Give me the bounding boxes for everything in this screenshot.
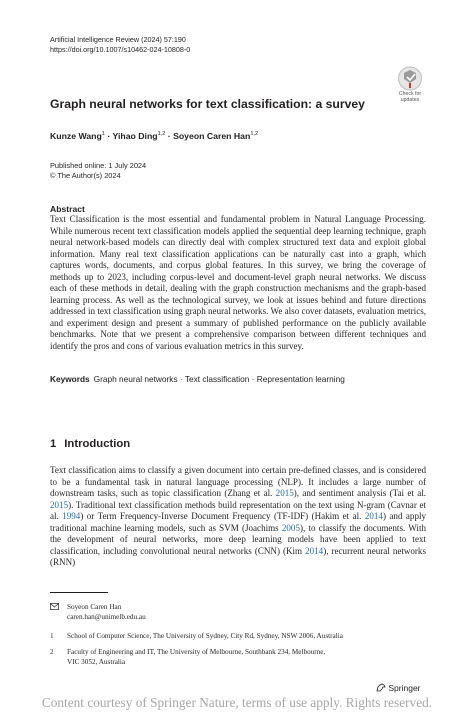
author-separator: · <box>104 131 113 141</box>
citation-link[interactable]: 2005 <box>281 522 300 533</box>
badge-label-2: updates <box>400 97 420 103</box>
copyright: © The Author(s) 2024 <box>50 171 121 180</box>
citation-link[interactable]: 2014 <box>364 511 383 522</box>
introduction-paragraph <box>50 465 426 569</box>
publisher-logo <box>376 683 421 693</box>
paragraph-text: ) and apply traditional machine learning models, such as SVM (Joachims <box>50 511 426 533</box>
footnote-divider <box>50 592 108 593</box>
springer-horse-icon <box>376 683 388 693</box>
journal-citation: Artificial Intelligence Review (2024) 57:190 <box>50 35 186 44</box>
paragraph-text: ), recurrent neural networks (RNN) <box>50 545 426 568</box>
keywords-list: Graph neural networks · Text classification · Representation learning <box>93 374 345 384</box>
author-name[interactable]: Yihao Ding <box>112 131 158 141</box>
author-affiliation: 1,2 <box>250 131 259 137</box>
author-affiliation: 1,2 <box>157 131 166 137</box>
citation-link[interactable]: 1994 <box>62 511 81 522</box>
paper-title: Graph neural networks for text classification: a survey <box>50 97 365 111</box>
paragraph-text: ), to classify the documents. With the development of neural networks, more deep learning models have been applied to text classification, including convolutional neural networks (CNN) (Kim <box>50 522 426 556</box>
keywords-label: Keywords <box>50 374 90 384</box>
affiliation-text: Faculty of Engineering and IT, The University of Melbourne, Southbank 234, Melbourne, <box>67 648 326 656</box>
check-for-updates-badge[interactable] <box>392 66 428 102</box>
paragraph-text: ), and sentiment analysis (Tai et al. <box>293 488 426 499</box>
affiliation-mark: 1 <box>50 632 54 640</box>
envelope-icon <box>50 602 59 613</box>
paragraph-text: ) or Term Frequency-Inverse Document Frequency (TF-IDF) (Hakim et al. <box>80 511 365 522</box>
author-list <box>50 131 258 141</box>
crossmark-icon <box>393 66 427 91</box>
courtesy-notice: Content courtesy of Springer Nature, terms of use apply. Rights reserved. <box>41 695 433 710</box>
paragraph-text: ). Traditional text classification methods build representation on the text using N-gram (Cavnar et al. <box>50 499 426 522</box>
author-affiliation: 1 <box>101 131 105 137</box>
affiliation-text: VIC 3052, Australia <box>67 658 126 666</box>
keywords <box>50 374 345 384</box>
citation-link[interactable]: 2014 <box>305 545 324 556</box>
section-number: 1 <box>50 438 57 450</box>
published-date: Published online: 1 July 2024 <box>50 161 147 170</box>
citation-link[interactable]: 2015 <box>50 499 69 510</box>
corresponding-author-name: Soyeon Caren Han <box>67 603 122 611</box>
publication-info <box>50 161 146 181</box>
journal-header <box>50 35 190 55</box>
section-title: Introduction <box>64 438 131 450</box>
section-heading <box>50 438 130 450</box>
badge-label-1: Check for <box>398 91 422 97</box>
paragraph-text: Text classification aims to classify a given document into certain pre-defined classes, and is considered to be a fundamental task in natural language processing (NLP). It includes a large number of downstream tasks, such as topic classification (Zhang et al. <box>50 465 426 499</box>
author-name[interactable]: Soyeon Caren Han <box>173 131 251 141</box>
citation-link[interactable]: 2015 <box>275 488 294 499</box>
doi-link[interactable]: https://doi.org/10.1007/s10462-024-10808-0 <box>50 45 191 54</box>
publisher-name: Springer <box>388 683 421 693</box>
affiliation-mark: 2 <box>50 648 54 656</box>
affiliation-text: School of Computer Science, The University of Sydney, City Rd, Sydney, NSW 2006, Australia <box>67 632 343 640</box>
author-name[interactable]: Kunze Wang <box>50 131 102 141</box>
abstract-heading: Abstract <box>50 204 85 214</box>
abstract-text: Text Classification is the most essential and fundamental problem in Natural Language Processing. While numerous recent text classification models applied the sequential deep learning technique, graph neural network-based models can directly deal with complex structured text data and exploit global information. Many real text classification applications can be naturally cast into a graph, which captures words, documents, and corpus global features. In this survey, we bring the coverage of methods up to 2023, including corpus-level and document-level graph neural networks. We discuss each of these methods in detail, dealing with the graph construction mechanisms and the graph-based learning process. As well as the technological survey, we look at issues behind and future directions addressed in text classification using graph neural networks. We also cover datasets, evaluation metrics, and experiment design and present a summary of published performance on the publicly available benchmarks. Note that we present a comprehensive comparison between different techniques and identify the pros and cons of various evaluation metrics in this survey. <box>50 214 426 352</box>
corresponding-author-email[interactable]: caren.han@unimelb.edu.au <box>67 613 146 621</box>
author-separator: · <box>165 131 174 141</box>
